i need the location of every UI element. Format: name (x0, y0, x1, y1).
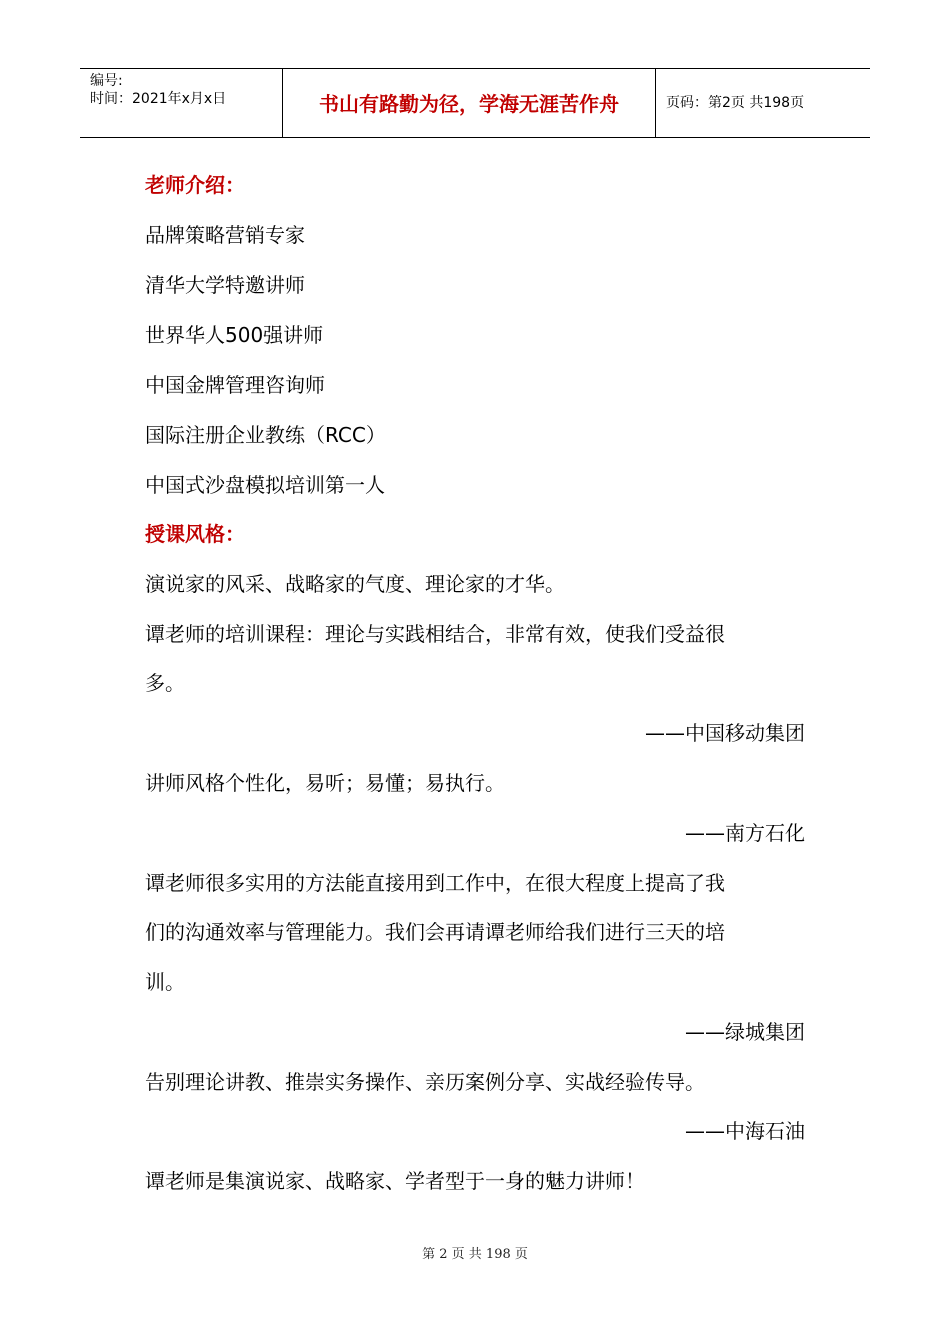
page-header (80, 68, 870, 138)
header-left-cell (80, 69, 282, 137)
teacher-item: 中国式沙盘模拟培训第一人 (145, 473, 385, 497)
testimonial-source: ——中国移动集团 (645, 721, 805, 745)
teacher-item: 清华大学特邀讲师 (145, 273, 305, 297)
testimonial-text: 们的沟通效率与管理能力。我们会再请谭老师给我们进行三天的培 (145, 920, 725, 944)
header-page-info: 页码：第2页 共198页 (666, 95, 805, 111)
header-middle-cell (282, 69, 656, 137)
testimonial-text: 讲师风格个性化，易听；易懂；易执行。 (145, 771, 505, 795)
document-number-label: 编号: (90, 73, 123, 89)
teacher-intro-heading: 老师介绍： (145, 173, 245, 197)
testimonial-source: ——中海石油 (685, 1119, 805, 1143)
document-date-label: 时间：2021年x月x日 (90, 91, 227, 107)
testimonial-source: ——绿城集团 (685, 1020, 805, 1044)
teaching-style-heading: 授课风格： (145, 522, 245, 546)
header-motto: 书山有路勤为径，学海无涯苦作舟 (319, 92, 619, 116)
testimonial-text: 告别理论讲教、推崇实务操作、亲历案例分享、实战经验传导。 (145, 1070, 705, 1094)
testimonial-source: ——南方石化 (685, 821, 805, 845)
teacher-item: 中国金牌管理咨询师 (145, 373, 325, 397)
testimonial-text: 多。 (145, 671, 185, 695)
closing-statement: 谭老师是集演说家、战略家、学者型于一身的魅力讲师！ (145, 1169, 645, 1193)
teaching-style-intro: 演说家的风采、战略家的气度、理论家的才华。 (145, 572, 565, 596)
testimonial-text: 谭老师很多实用的方法能直接用到工作中，在很大程度上提高了我 (145, 871, 725, 895)
teacher-item: 世界华人500强讲师 (145, 323, 324, 347)
teacher-item: 国际注册企业教练（RCC） (145, 423, 386, 447)
testimonial-text: 谭老师的培训课程：理论与实践相结合，非常有效，使我们受益很 (145, 622, 725, 646)
header-right-cell (656, 69, 870, 137)
testimonial-text: 训。 (145, 970, 185, 994)
page-footer-number: 第 2 页 共 198 页 (422, 1247, 528, 1262)
teacher-item: 品牌策略营销专家 (145, 223, 305, 247)
